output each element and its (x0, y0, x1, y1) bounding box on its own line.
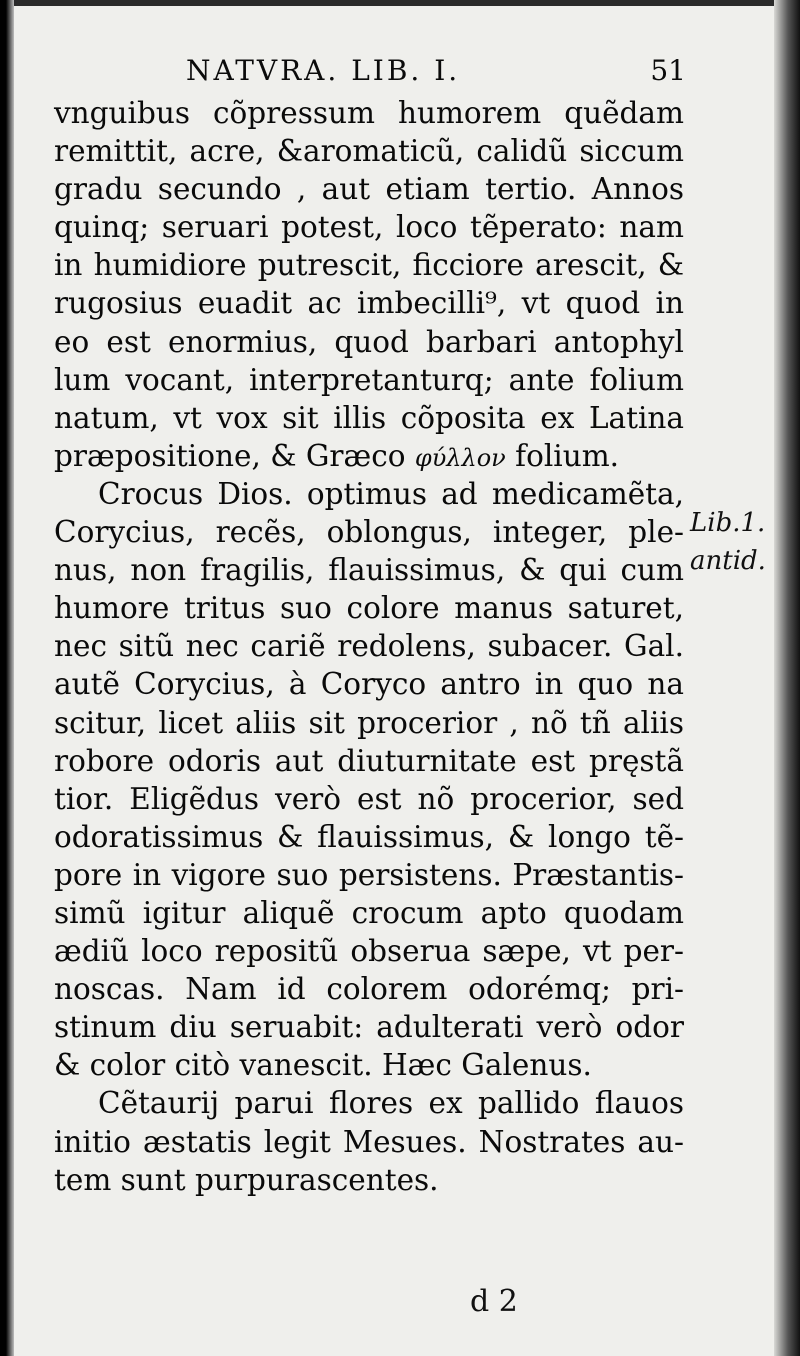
signature-mark: d 2 (470, 1284, 518, 1319)
text-line: pore in vigore suo persistens. Præstantis- (54, 857, 684, 892)
text-line: natum, vt vox sit illis cõposita ex Latina (54, 400, 684, 435)
margin-note-lib: Lib.1. (690, 508, 766, 538)
text-line: tior. Eligẽdus verò est nõ procerior, sed (54, 781, 684, 816)
greek-word: φύλλον (414, 443, 506, 472)
text-line: stinum diu seruabit: adulterati verò odor (54, 1010, 684, 1045)
text-segment: folium. (515, 438, 620, 473)
running-header (186, 54, 686, 94)
paragraph-start: Cẽtaurij parui flores ex pallido flauos (98, 1086, 684, 1121)
text-line: Corycius, recẽs, oblongus, integer, ple- (54, 515, 684, 550)
text-line: simũ igitur aliquẽ crocum apto quodam (54, 895, 684, 930)
page-top-shadow (0, 0, 800, 6)
text-line: nec sitũ nec cariẽ redolens, subacer. Gal. (54, 629, 684, 664)
text-line: ædiũ loco repositũ obserua sæpe, vt per- (54, 934, 684, 969)
text-line: nus, non fragilis, flauissimus, & qui cum (54, 553, 684, 588)
margin-note-antid: antid. (690, 546, 766, 576)
text-line: scitur, licet aliis sit procerior , nõ tñ aliis (54, 705, 684, 740)
paragraph-start: Crocus Dios. optimus ad medicamẽta, (98, 476, 684, 511)
text-line: quinq; seruari potest, loco tẽperato: nam (54, 210, 684, 245)
text-line: autẽ Corycius, à Coryco antro in quo na (54, 667, 684, 702)
page-right-edge (774, 0, 800, 1356)
text-line: gradu secundo , aut etiam tertio. Annos (54, 172, 684, 207)
text-line: robore odoris aut diuturnitate est pręstã (54, 743, 684, 778)
text-line: eo est enormius, quod barbari antophyl (54, 324, 684, 359)
text-line: vnguibus cõpressum humorem quẽdam (54, 96, 684, 130)
text-line: & color citò vanescit. Hæc Galenus. (54, 1048, 592, 1083)
text-line: odoratissimus & flauissimus, & longo tẽ- (54, 819, 684, 854)
page-left-edge (0, 0, 14, 1356)
text-line: humore tritus suo colore manus saturet, (54, 591, 684, 626)
running-title: NATVRA. LIB. I. (186, 54, 461, 87)
text-line: rugosius euadit ac imbecilli⁹, vt quod in (54, 286, 684, 321)
text-line: tem sunt purpurascentes. (54, 1162, 439, 1197)
page-number: 51 (650, 54, 686, 87)
text-line: noscas. Nam id colorem odorémq; pri- (54, 972, 684, 1007)
body-text (54, 94, 684, 1199)
text-line: initio æstatis legit Mesues. Nostrates au- (54, 1124, 684, 1159)
text-line: in humidiore putrescit, ficciore arescit, & (54, 248, 684, 283)
text-line: remittit, acre, &aromaticũ, calidũ siccum (54, 134, 684, 169)
text-line: lum vocant, interpretanturq; ante folium (54, 362, 684, 397)
text-line-with-greek (54, 437, 684, 475)
text-segment: præpositione, & Græco (54, 438, 406, 473)
